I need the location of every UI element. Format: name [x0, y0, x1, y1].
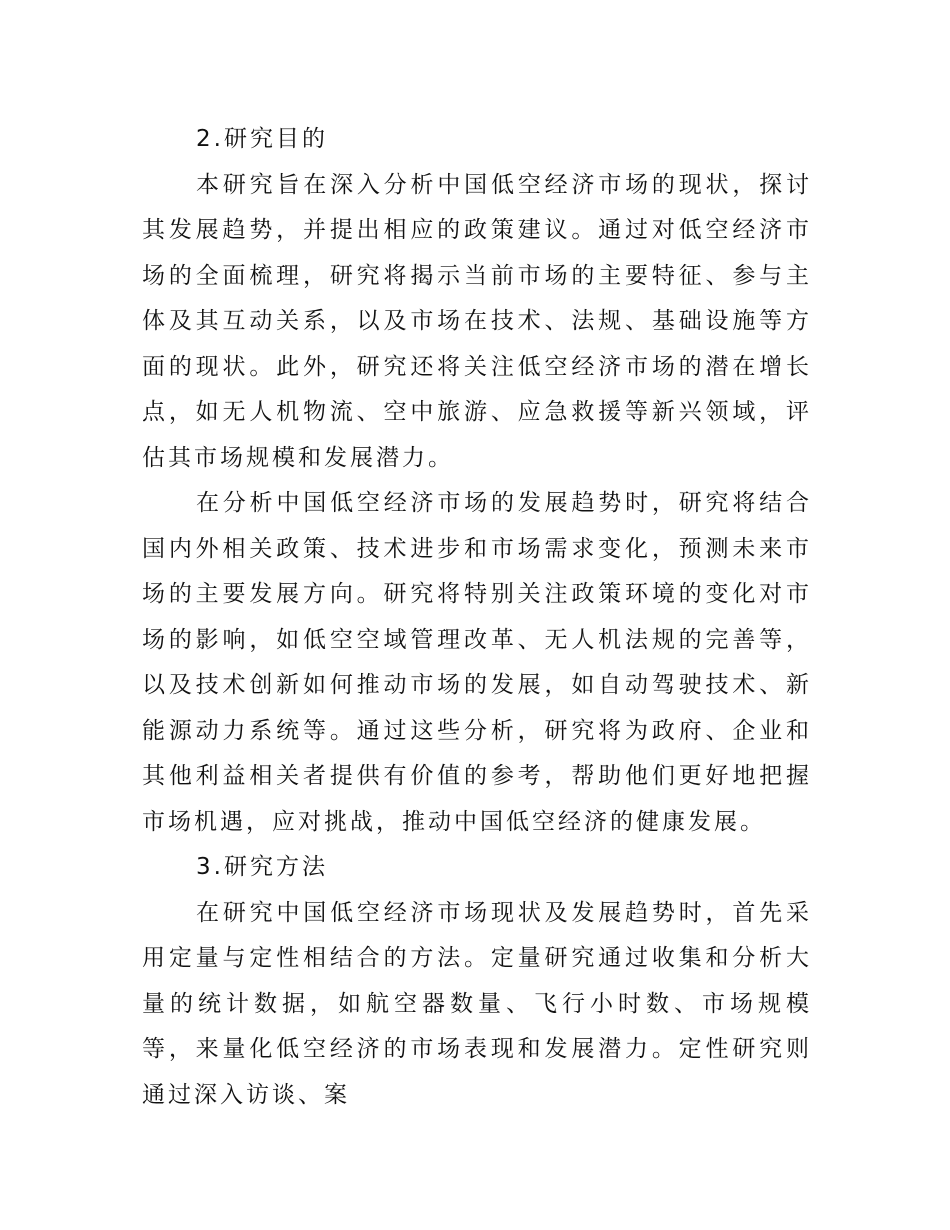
- paragraph-research-method-1: 在研究中国低空经济市场现状及发展趋势时，首先采用定量与定性相结合的方法。定量研究通过收集和分析大量的统计数据，如航空器数量、飞行小时数、市场规模等，来量化低空经济的市场表现和发展潜力。定性研究则通过深入访谈、案: [142, 899, 812, 1108]
- section-heading-research-purpose: 2.研究目的: [196, 126, 328, 152]
- document-body: [142, 117, 812, 1118]
- paragraph-research-purpose-2: 在分析中国低空经济市场的发展趋势时，研究将结合国内外相关政策、技术进步和市场需求变化，预测未来市场的主要发展方向。研究将特别关注政策环境的变化对市场的影响，如低空空域管理改革、无人机法规的完善等，以及技术创新如何推动市场的发展，如自动驾驶技术、新能源动力系统等。通过这些分析，研究将为政府、企业和其他利益相关者提供有价值的参考，帮助他们更好地把握市场机遇，应对挑战，推动中国低空经济的健康发展。: [142, 490, 812, 835]
- paragraph-research-purpose-1: 本研究旨在深入分析中国低空经济市场的现状，探讨其发展趋势，并提出相应的政策建议。通过对低空经济市场的全面梳理，研究将揭示当前市场的主要特征、参与主体及其互动关系，以及市场在技术、法规、基础设施等方面的现状。此外，研究还将关注低空经济市场的潜在增长点，如无人机物流、空中旅游、应急救援等新兴领域，评估其市场规模和发展潜力。: [142, 171, 812, 471]
- section-heading-research-method: 3.研究方法: [196, 854, 328, 880]
